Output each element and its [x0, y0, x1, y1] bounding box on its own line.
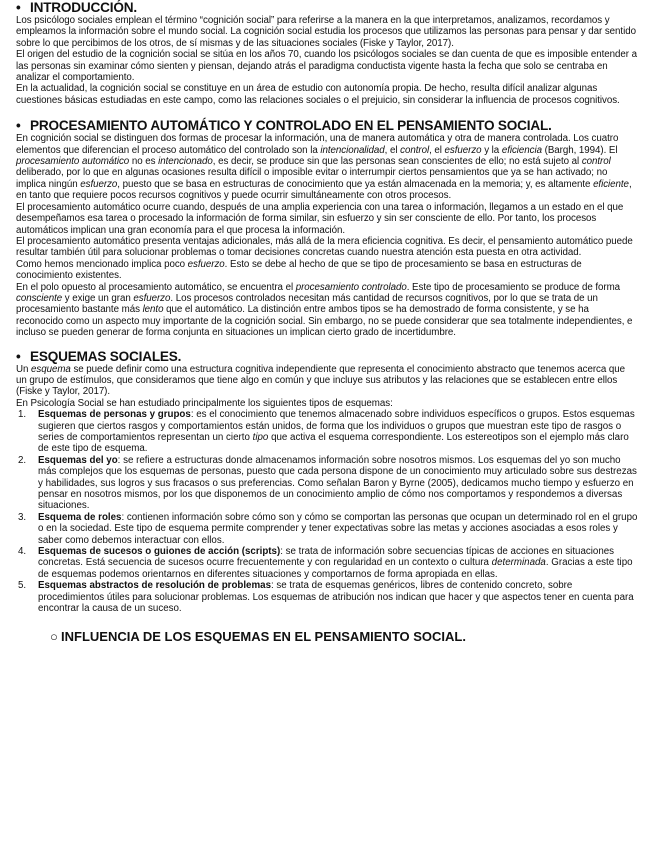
- paragraph: En cognición social se distinguen dos formas de procesar la información, una de manera automática y otra de manera controlada. Los cuatro elementos que diferencian el proceso automático del controlado son la intencionalidad, el control, el esfuerzo y la eficiencia (Bargh, 1994). El procesamiento automático no es intencionado, es decir, se produce sin que las personas sean conscientes de ello; no está sujeto al control deliberado, por lo que en algunas ocasiones resulta difícil o imposible evitar o interrumpir ciertos pensamientos que ya se han activado; no implica ningún esfuerzo, puesto que se basa en estructuras de conocimiento que ya están almacenada en la memoria; y, es altamente eficiente, en tanto que requiere pocos recursos cognitivos y puede ocurrir simultáneamente con otros procesos.: [16, 133, 632, 202]
- subsection-heading-influencia: ○ INFLUENCIA DE LOS ESQUEMAS EN EL PENSAMIENTO SOCIAL.: [50, 628, 466, 644]
- list-item: 5. Esquemas abstractos de resolución de problemas: se trata de esquemas genéricos, libres de contenido concreto, sobre procedimientos útiles para solucionar problemas. Los esquemas de atribución nos indican que hacer y que aspectos tener en cuenta para encontrar la causa de un suceso.: [18, 580, 634, 615]
- schema-types-list: [16, 409, 638, 614]
- paragraph: En Psicología Social se han estudiado principalmente los siguientes tipos de esquemas:: [16, 397, 393, 409]
- list-item: 3. Esquema de roles: contienen información sobre cómo son y cómo se comportan las personas que ocupan un determinado rol en el grupo o en la sociedad. Este tipo de esquema permite comprender y tener expectativas sobre las metas y acciones asociadas a esos roles y saber como debemos interactuar con ellos.: [18, 511, 638, 546]
- paragraph: El procesamiento automático ocurre cuando, después de una amplia experiencia con una tarea o información, llegamos a un estado en el que desempeñamos esa tarea o procesado la información de forma similar, sin esfuerzo y sin ser consciente de ello. Por tanto, los procesos automáticos implican una gran economía para el que procesa la información.: [16, 201, 624, 236]
- section-heading-esquemas: • ESQUEMAS SOCIALES.: [16, 348, 182, 364]
- section-heading-introduccion: • INTRODUCCIÓN.: [16, 0, 137, 15]
- bullet-icon: •: [16, 0, 21, 15]
- paragraph: En la actualidad, la cognición social se constituye en un área de estudio con autonomía propia. De hecho, resulta difícil analizar algunas cuestiones básicas estudiadas en este campo, como las relaciones sociales o el prejuicio, sin considerar la influencia de procesos cognitivos.: [16, 83, 620, 106]
- paragraph: El origen del estudio de la cognición social se sitúa en los años 70, cuando los psicólogos sociales se dan cuenta de que es imposible entender a las personas sin examinar cómo sienten y piensan, dejando atrás el paradigma conductista vigente hasta la fecha que solo se centraba en analizar el comportamiento.: [16, 49, 637, 84]
- list-item: 2. Esquemas del yo: se refiere a estructuras donde almacenamos información sobre nosotros mismos. Los esquemas del yo son mucho más complejos que los esquemas de personas, puesto que cada persona dispone de un conocimiento muy articulado sobre sus destrezas y habilidades, sus logros y sus fracasos o sus preferencias. Como señalan Baron y Byrne (2005), dedicamos mucho tiempo y esfuerzo en pensar en nosotros mismos, por los que disponemos de un conocimiento amplio de cómo nos comportamos y respondemos a diversas situaciones.: [18, 454, 637, 512]
- list-item: 4. Esquemas de sucesos o guiones de acción (scripts): se trata de información sobre secuencias típicas de acciones en situaciones concretas. Está secuencia de sucesos ocurre frecuentemente y con regularidad en un contexto o cultura determinada. Gracias a este tipo de esquemas podemos orientarnos en diferentes situaciones y comportarnos de forma apropiada en ellas.: [18, 546, 633, 580]
- bullet-icon: •: [16, 118, 21, 134]
- bullet-icon: •: [16, 348, 21, 364]
- list-item: 1. Esquemas de personas y grupos: es el conocimiento que tenemos almacenado sobre individuos específicos o grupos. Estos esquemas sugieren que ciertos rasgos y comportamientos están unidos, de forma que los individuos o grupos que muestran este tipo de rasgos o series de comportamientos representan un cierto tipo que activa el esquema correspondiente. Los estereotipos son el ejemplo más claro de este tipo de esquema.: [18, 409, 635, 455]
- paragraph: En el polo opuesto al procesamiento automático, se encuentra el procesamiento controlado. Este tipo de procesamiento se produce de forma consciente y exige un gran esfuerzo. Los procesos controlados necesitan más cantidad de recursos cognitivos, por lo que se trata de un procesamiento bastante más lento que el automático. La distinción entre ambos tipos se ha demostrado de forma consistente, y se ha reconocido como un aspecto muy importante de la cognición social. Sin embargo, no se puede considerar que sea totalmente independientes, e incluso se pueden generar de forma conjunta en situaciones un implican cierto grado de incertidumbre.: [16, 281, 633, 339]
- circle-bullet-icon: ○: [50, 628, 58, 644]
- paragraph: El procesamiento automático presenta ventajas adicionales, más allá de la mera eficiencia cognitiva. Es decir, el pensamiento automático puede resultar también útil para solucionar problemas o tomar decisiones concretas cuando nuestra atención esta puesta en otra actividad.: [16, 235, 633, 259]
- section-heading-procesamiento: • PROCESAMIENTO AUTOMÁTICO Y CONTROLADO EN EL PENSAMIENTO SOCIAL.: [16, 118, 552, 134]
- paragraph: Como hemos mencionado implica poco esfuerzo. Esto se debe al hecho de que se tipo de procesamiento se basa en estructuras de conocimiento existentes.: [16, 258, 582, 282]
- paragraph: Los psicólogo sociales emplean el término “cognición social” para referirse a la manera en la que interpretamos, analizamos, recordamos y empleamos la información sobre el mundo social. La cognición social estudia los procesos que utilizamos las personas para pensar y dar sentido sobre lo que percibimos de los otros, de sí mismas y de las situaciones sociales (Fiske y Taylor, 2017).: [16, 15, 636, 49]
- paragraph: Un esquema se puede definir como una estructura cognitiva independiente que representa el conocimiento abstracto que tenemos acerca que un grupo de estímulos, que consideramos que tiene algo en común y que incluye sus atributos y las relaciones que se establecen entre ellos (Fiske y Taylor, 2017).: [16, 363, 625, 398]
